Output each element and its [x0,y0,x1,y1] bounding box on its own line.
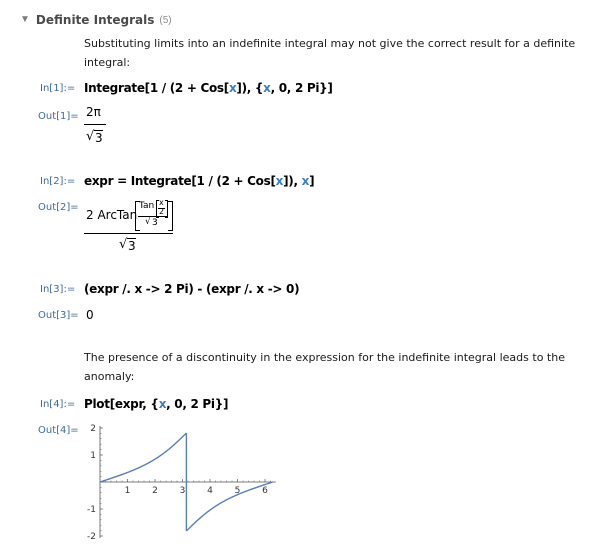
in4-label: In[4]:= [40,399,76,410]
plot-x-tick-label-5: 5 [234,486,241,496]
out1-fraction-line [84,124,106,125]
out2-arctan: 2 ArcTan [86,208,138,222]
in4-input[interactable] [84,397,228,411]
text-cell-2: The presence of a discontinuity in the expression for the indefinite integral leads to the anomaly: [84,351,565,383]
text-cell-1: Substituting limits into an indefinite integral may not give the correct result for a definite integral: [84,37,576,69]
plot-x-tick-label-1: 1 [124,486,131,496]
in2-var-x: x [275,174,284,188]
out3-label: Out[3]= [38,310,79,321]
in2-label: In[2]:= [40,176,76,187]
in4-post: , 0, 2 Pi}] [166,397,229,411]
in1-label: In[1]:= [40,83,76,94]
plot-x-tick-label-3: 3 [179,486,186,496]
plot-x-tick-label-4: 4 [207,486,213,496]
in1-var-x2: x [263,81,271,95]
out1-label: Out[1]= [38,111,79,122]
plot-x-tick-label-2: 2 [152,486,158,496]
out2-inner-three: 3 [152,218,158,228]
out2-fraction-line [84,233,173,234]
plot-y-tick-label-2: 2 [90,424,96,434]
out2-tan: Tan [139,201,155,211]
in1-var-x: x [228,81,237,95]
plot-curve-left [100,433,186,482]
out2-den-sqrt-icon: √ [119,237,128,252]
out1-denominator: 3 [95,131,103,145]
in2-post: ] [309,174,315,188]
plot-graphic[interactable] [80,420,280,550]
in2-input[interactable] [84,174,314,188]
in4-var-x: x [158,397,167,411]
in1-post: , 0, 2 Pi}] [270,81,333,95]
in2-mid: ]), [283,174,302,188]
in1-pre: Integrate[1 / (2 + Cos[ [84,81,229,95]
in3-input[interactable]: (expr /. x -> 2 Pi) - (expr /. x -> 0) [84,282,300,296]
in2-var-x2: x [301,174,310,188]
in4-pre: Plot[expr, { [84,397,159,411]
out4-label: Out[4]= [38,425,79,436]
section-count: (5) [159,14,172,26]
plot-y-tick-label--2: -2 [87,532,96,542]
out2-inner-fraction-line [138,216,168,217]
section-title: Definite Integrals [35,13,155,27]
plot-curve-right [186,482,272,531]
collapse-triangle-icon[interactable]: ▼ [20,14,30,25]
out2-x-over: x [159,198,164,207]
out2-den-three: 3 [128,239,136,253]
section-header-definite-integrals[interactable] [20,11,172,29]
out1-numerator: 2π [86,105,101,119]
out1-sqrt-icon: √ [86,129,95,144]
out2-right-bracket [168,201,173,231]
out2-label: Out[2]= [38,202,79,213]
out2-two: 2 [159,207,165,216]
in1-mid: ]), { [236,81,264,95]
out3-value: 0 [86,308,94,322]
in3-label: In[3]:= [40,284,76,295]
in2-pre: expr = Integrate[1 / (2 + Cos[ [84,174,276,188]
plot-y-tick-label--1: -1 [87,505,96,515]
out2-inner-sqrt-icon: √ [145,217,151,227]
plot-y-tick-label-1: 1 [90,451,96,461]
plot-x-tick-label-6: 6 [262,486,268,496]
in1-input[interactable] [84,81,333,95]
